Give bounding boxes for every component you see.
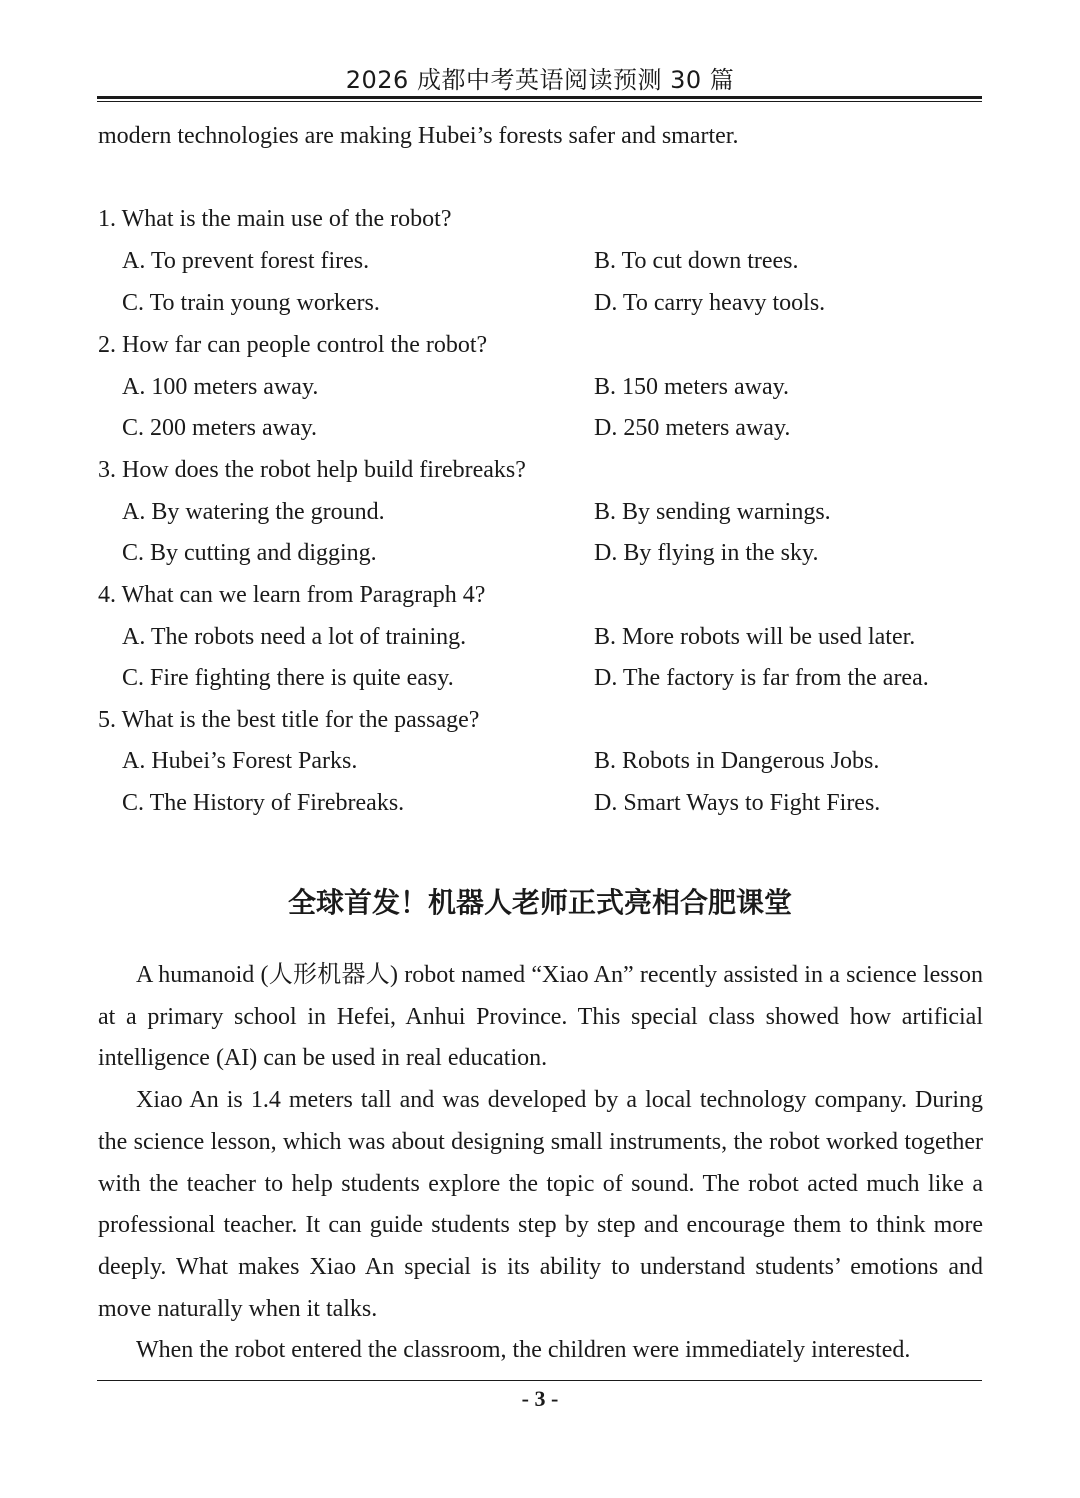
question-1-option-b: B. To cut down trees. (594, 248, 799, 274)
header-title: 2026 成都中考英语阅读预测 30 篇 (345, 66, 735, 94)
section-title: 全球首发！机器人老师正式亮相合肥课堂 (287, 886, 792, 919)
article-paragraph-3: When the robot entered the classroom, the children were immediately interested. (136, 1337, 911, 1364)
question-5-option-a: A. Hubei’s Forest Parks. (122, 748, 358, 774)
header-rule-thin (97, 101, 982, 102)
question-4-stem: 4. What can we learn from Paragraph 4? (98, 582, 486, 608)
question-4-option-d: D. The factory is far from the area. (594, 665, 929, 691)
question-3-stem: 3. How does the robot help build firebreaks? (98, 457, 526, 483)
question-5-option-c: C. The History of Firebreaks. (122, 790, 405, 816)
article-paragraph-2: Xiao An is 1.4 meters tall and was developed by a local technology company. During the science lesson, which was about designing small instruments, the robot worked together with the teacher to help students explore the topic of sound. The robot acted much like a professional teacher. It can guide students step by step and encourage them to think more deeply. What makes Xiao An special is its ability to understand students’ emotions and move naturally when it talks. (98, 1087, 983, 1322)
question-2-option-a: A. 100 meters away. (122, 374, 319, 400)
question-1-option-d: D. To carry heavy tools. (594, 290, 826, 316)
question-3-option-c: C. By cutting and digging. (122, 540, 377, 566)
question-5-option-d: D. Smart Ways to Fight Fires. (594, 790, 881, 816)
question-3-option-d: D. By flying in the sky. (594, 540, 819, 566)
question-1-stem: 1. What is the main use of the robot? (98, 206, 452, 232)
question-4-option-c: C. Fire fighting there is quite easy. (122, 665, 454, 691)
question-4-option-a: A. The robots need a lot of training. (122, 624, 467, 650)
page-number: - 3 - (521, 1386, 559, 1411)
article-body (98, 955, 983, 1372)
question-5-option-b: B. Robots in Dangerous Jobs. (594, 748, 880, 774)
question-1-option-a: A. To prevent forest fires. (122, 248, 370, 274)
header-rule-thick (97, 96, 982, 99)
question-3-option-a: A. By watering the ground. (122, 499, 385, 525)
question-2-option-c: C. 200 meters away. (122, 415, 318, 441)
question-1-option-c: C. To train young workers. (122, 290, 380, 316)
article-paragraph-1: A humanoid (人形机器人) robot named “Xiao An” recently assisted in a science lesson at a primary school in Hefei, Anhui Province. This special class showed how artificial intelligence (AI) can be used in real education. (98, 962, 983, 1072)
question-4-option-b: B. More robots will be used later. (594, 624, 916, 650)
question-2-option-b: B. 150 meters away. (594, 374, 790, 400)
question-2-stem: 2. How far can people control the robot? (98, 332, 488, 358)
question-3-option-b: B. By sending warnings. (594, 499, 831, 525)
footer-rule (97, 1380, 982, 1381)
question-2-option-d: D. 250 meters away. (594, 415, 791, 441)
question-5-stem: 5. What is the best title for the passage? (98, 707, 480, 733)
lead-line: modern technologies are making Hubei’s forests safer and smarter. (98, 123, 739, 149)
